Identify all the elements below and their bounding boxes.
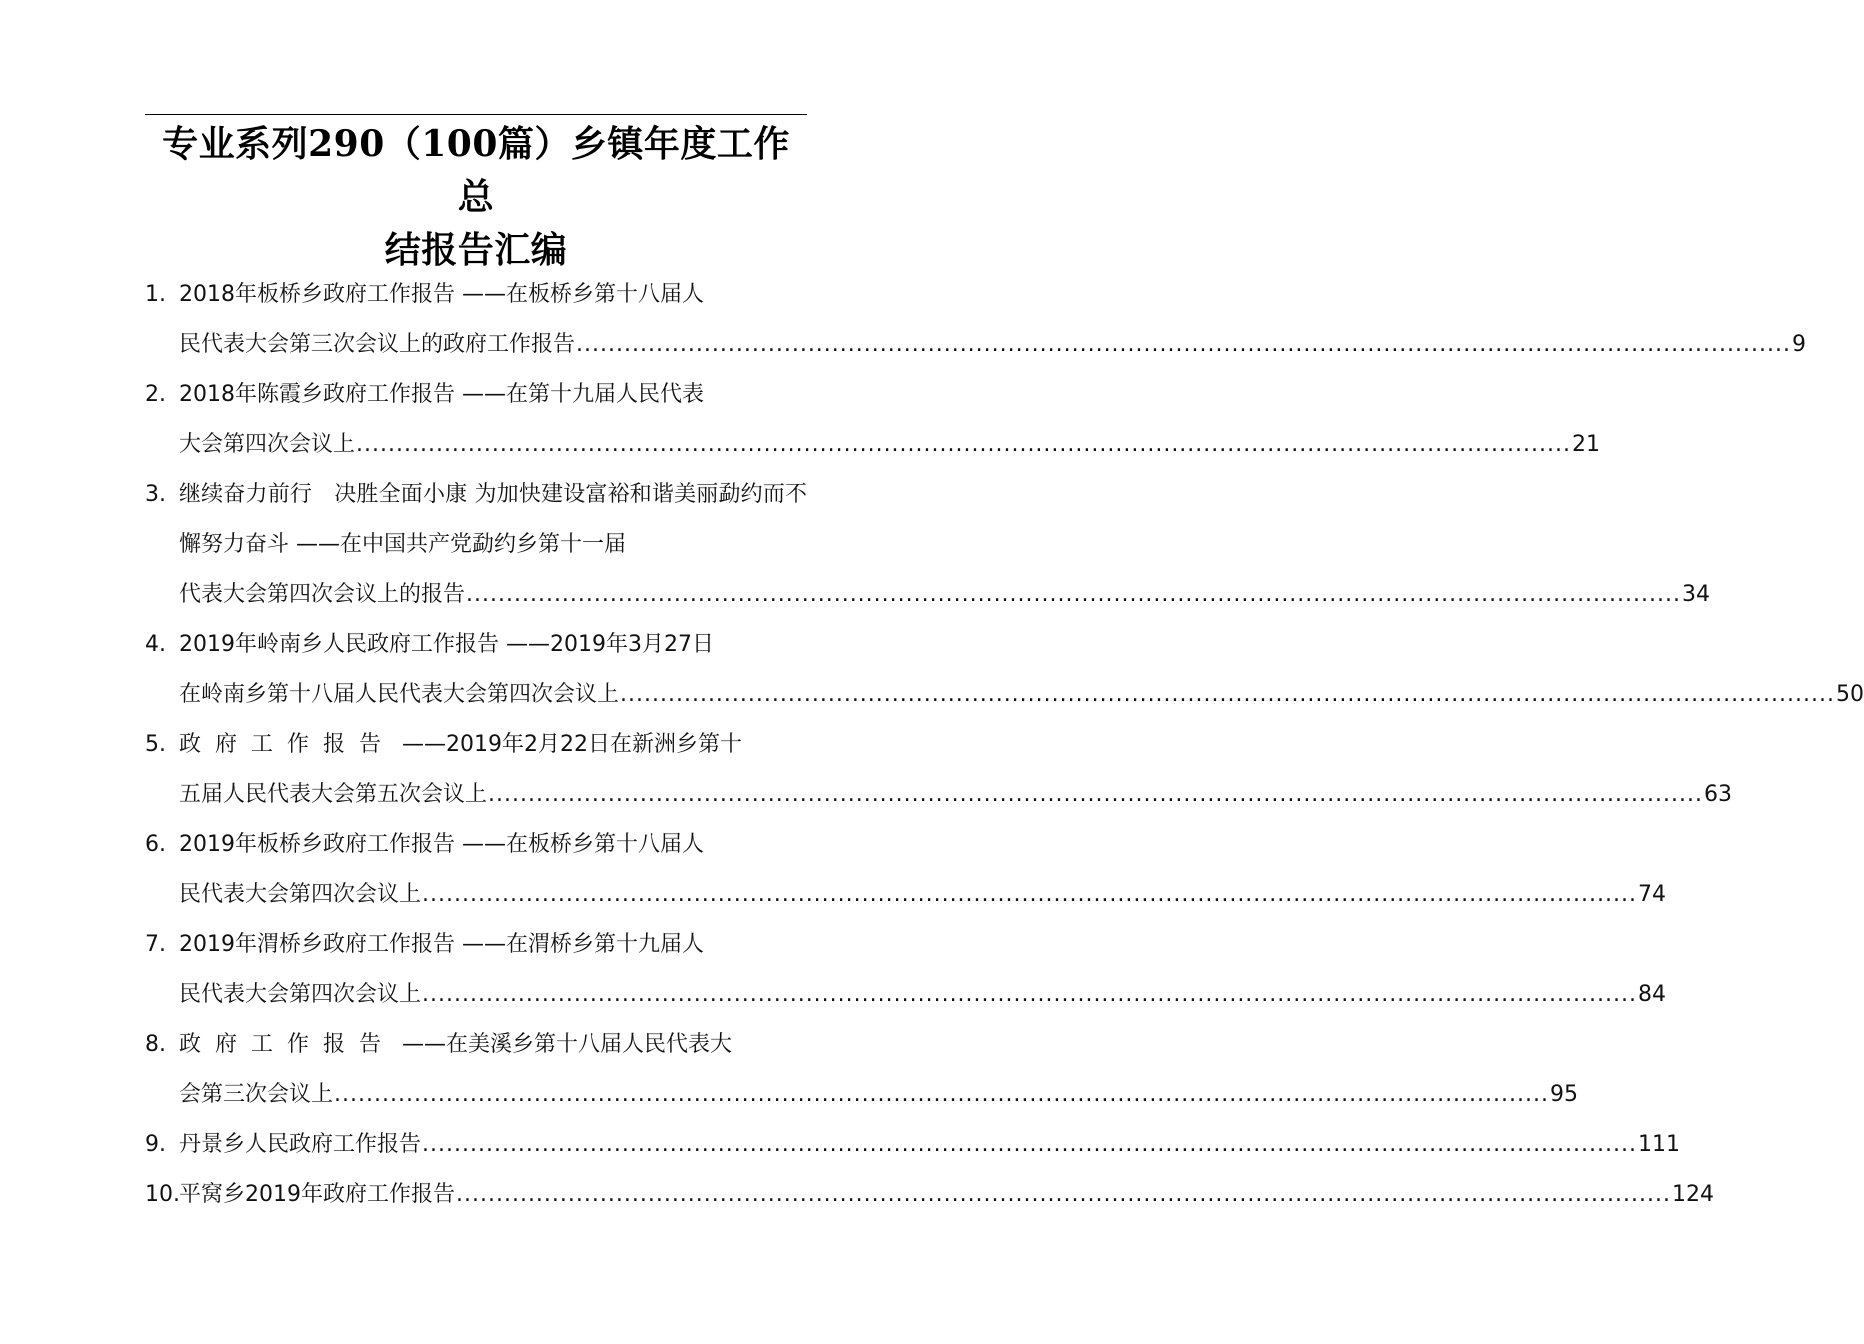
toc-dot-leader: ........................................................................................................................................................ <box>488 782 1703 807</box>
toc-number: 2. <box>145 382 166 407</box>
toc-number: 3. <box>145 482 166 507</box>
toc-entry-text: 平窝乡2019年政府工作报告 <box>179 1182 455 1207</box>
toc-item-6[interactable] <box>145 820 1666 920</box>
toc-item-9[interactable] <box>145 1120 1680 1170</box>
toc-page-number: 124 <box>1671 1182 1714 1207</box>
toc-item-4[interactable] <box>145 620 1864 720</box>
toc-entry-spaced-title: 政府工作报告 <box>179 732 396 757</box>
toc-entry-final-line <box>179 670 1864 720</box>
toc-page-number: 9 <box>1791 332 1806 357</box>
toc-dot-leader: ........................................................................................................................................................ <box>620 682 1835 707</box>
toc-page-number: 50 <box>1835 682 1864 707</box>
toc-entry-text: 在岭南乡第十八届人民代表大会第四次会议上 <box>179 682 620 707</box>
toc-page-number: 63 <box>1703 782 1732 807</box>
toc-entry-subtitle: ——2019年2月22日在新洲乡第十 <box>395 732 742 757</box>
toc-entry-final-line <box>179 1070 1578 1120</box>
toc-item-5[interactable] <box>145 720 1732 820</box>
toc-entry-spaced-title: 政府工作报告 <box>179 1032 396 1057</box>
toc-page-number: 84 <box>1637 982 1666 1007</box>
toc-entry-final-line <box>179 420 1600 470</box>
toc-entry-text: 继续奋力前行 决胜全面小康 为加快建设富裕和谐美丽勐约而不懈努力奋斗 ——在中国共产党勐约乡第十一届 <box>179 482 807 557</box>
toc-dot-leader: ........................................................................................................................................................ <box>334 1082 1549 1107</box>
toc-entry-text: 2018年陈霞乡政府工作报告 ——在第十九届人民代表 <box>179 382 704 407</box>
toc-entry-text: 代表大会第四次会议上的报告 <box>179 582 466 607</box>
toc-entry-text: 会第三次会议上 <box>179 1082 334 1107</box>
toc-entry-text: 民代表大会第四次会议上 <box>179 882 422 907</box>
toc-page-number: 111 <box>1637 1132 1680 1157</box>
header-rule <box>145 114 807 115</box>
document-title <box>145 118 807 277</box>
toc-number: 9. <box>145 1132 166 1157</box>
toc-item-1[interactable] <box>145 270 1806 370</box>
toc-entry-final-line <box>179 320 1806 370</box>
toc-entry-subtitle: ——在美溪乡第十八届人民代表大 <box>395 1032 733 1057</box>
toc-dot-leader: ........................................................................................................................................................ <box>356 432 1571 457</box>
title-line-1: 专业系列290（100篇）乡镇年度工作总 <box>162 123 790 218</box>
toc-entry-text: 丹景乡人民政府工作报告 <box>179 1132 422 1157</box>
table-of-contents <box>145 270 1864 1220</box>
toc-page-number: 21 <box>1571 432 1600 457</box>
toc-entry-final-line <box>179 870 1666 920</box>
toc-dot-leader: ........................................................................................................................................................ <box>576 332 1791 357</box>
toc-page-number: 34 <box>1681 582 1710 607</box>
toc-number: 10. <box>145 1182 180 1207</box>
toc-entry-final-line <box>179 1170 1714 1220</box>
toc-entry-final-line <box>179 970 1666 1020</box>
toc-number: 6. <box>145 832 166 857</box>
toc-entry-final-line <box>179 570 1710 620</box>
toc-entry-text: 2019年岭南乡人民政府工作报告 ——2019年3月27日 <box>179 632 714 657</box>
toc-page-number: 74 <box>1637 882 1666 907</box>
toc-number: 4. <box>145 632 166 657</box>
toc-number: 5. <box>145 732 166 757</box>
toc-entry-text <box>179 720 807 770</box>
toc-page-number: 95 <box>1549 1082 1578 1107</box>
toc-number: 1. <box>145 282 166 307</box>
title-line-2: 结报告汇编 <box>384 229 568 271</box>
toc-dot-leader: ........................................................................................................................................................ <box>422 1132 1637 1157</box>
toc-item-10[interactable] <box>145 1170 1714 1220</box>
toc-dot-leader: ........................................................................................................................................................ <box>422 882 1637 907</box>
toc-number: 8. <box>145 1032 166 1057</box>
toc-dot-leader: ........................................................................................................................................................ <box>466 582 1681 607</box>
toc-item-2[interactable] <box>145 370 1600 470</box>
toc-number: 7. <box>145 932 166 957</box>
toc-entry-text: 2019年板桥乡政府工作报告 ——在板桥乡第十八届人 <box>179 832 704 857</box>
toc-entry-text: 2018年板桥乡政府工作报告 ——在板桥乡第十八届人 <box>179 282 704 307</box>
toc-entry-final-line <box>179 1120 1680 1170</box>
toc-item-7[interactable] <box>145 920 1666 1020</box>
toc-entry-text: 民代表大会第四次会议上 <box>179 982 422 1007</box>
toc-entry-final-line <box>179 770 1732 820</box>
toc-dot-leader: ........................................................................................................................................................ <box>422 982 1637 1007</box>
toc-entry-text: 五届人民代表大会第五次会议上 <box>179 782 488 807</box>
toc-item-3[interactable] <box>145 470 1710 620</box>
toc-entry-text: 民代表大会第三次会议上的政府工作报告 <box>179 332 576 357</box>
toc-entry-text: 2019年渭桥乡政府工作报告 ——在渭桥乡第十九届人 <box>179 932 704 957</box>
toc-entry-text: 大会第四次会议上 <box>179 432 356 457</box>
toc-dot-leader: ........................................................................................................................................................ <box>456 1182 1671 1207</box>
toc-item-8[interactable] <box>145 1020 1578 1120</box>
toc-entry-text <box>179 1020 807 1070</box>
